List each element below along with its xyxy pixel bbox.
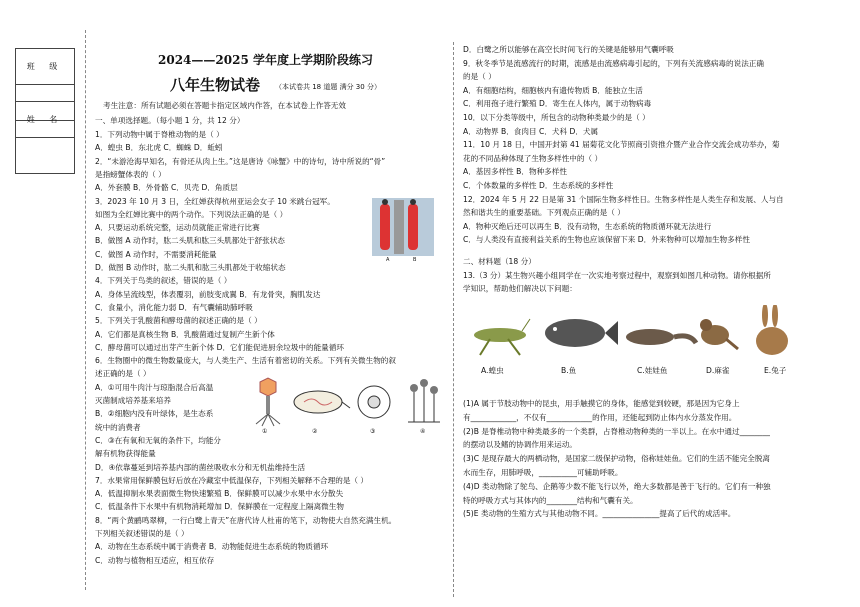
question-line: 12．2024 年 5 月 22 日是第 31 个国际生物多样性日。生物多样性是人类生存和发展、人与自 [463,194,784,204]
question-line: (4)D 类动物除了鸵鸟、企鹅等少数不能飞行以外，绝大多数都是善于飞行的。它们有一种独 [463,481,771,491]
question-line: 解有机物获得能量 [95,449,156,459]
question-line: (5)E 类动物的生殖方式与其他动物不同。_______________提高了后代的成活率。 [463,509,736,519]
animal-label-d: D.麻雀 [706,366,730,375]
question-line: 特的呼吸方式与其体内的________结构和气囊有关。 [463,495,638,505]
question-line: D．做图 B 动作时，肱二头肌和肱三头肌都处于收缩状态 [95,263,286,272]
question-line: A．动物界 B．食肉目 C．犬科 D．犬属 [463,126,599,136]
question-line: D．④依靠蔓延到培养基内部的菌丝吸收水分和无机盐维持生活 [95,462,306,472]
mold-icon [408,379,440,422]
question-line: C．食量小，消化能力弱 D．有气囊辅助肺呼吸 [95,302,253,312]
question-line: A．①可用牛肉汁与琼脂混合后高温 [95,382,214,392]
bacterium-icon [294,391,350,413]
name-box [15,101,75,174]
question-line: A．身体呈流线型，体表覆羽，前肢变成翼 B．有龙骨突，胸肌发达 [95,289,321,299]
question-line: A．只要运动系统完整，运动员就能正常进行比赛 [95,223,260,233]
name-label: 姓 名 [16,102,74,138]
question-line: C．与人类没有直接利益关系的生物也应该保留下来 D．外来物种可以增加生物多样性 [463,235,750,245]
q13-line-1: 13.（3 分）某生物兴趣小组同学在一次实地考察过程中，观察到如图几种动物。请你根据所 [463,271,771,280]
question-line: C．个体数量的多样性 D．生态系统的多样性 [463,181,614,190]
question-line: 有____________，不仅有____________的作用，还能起到防止体内水分蒸发作用。 [463,412,737,422]
name-blank [16,138,74,173]
question-line: 8．“两个黄鹂鸣翠柳，一行白鹭上青天”在唐代诗人杜甫的笔下，动物使大自然充满生机。 [95,515,397,525]
question-line: 述正确的是（ ） [95,369,151,379]
question-line: C．低温条件下水果中有机物消耗增加 D．保鲜膜在一定程度上隔离微生物 [95,502,344,512]
question-line: C．做图 A 动作时，不需要消耗能量 [95,249,217,259]
question-line: C．利用孢子进行繁殖 D．寄生在人体内，属于动物病毒 [463,99,652,109]
question-line: 1．下列动物中属于脊椎动物的是（ ） [95,130,224,139]
question-line: 是指螃蟹体表的（ ） [95,169,166,179]
section-1-title: 一、单项选择题。（每小题 1 分，共 12 分） [95,116,245,125]
question-line: 的摆动以及鳍的协调作用来运动。 [463,440,577,450]
giant-salamander-icon [626,329,696,345]
exam-title: 八年生物试卷 [170,76,261,94]
microbe-label-1: ① [262,428,268,435]
question-line: 6．生物圈中的微生物数量庞大，与人类生产、生活有着密切的关系。下列有关微生物的叙 [95,356,396,366]
question-line: C．动物与植物相互适应，相互依存 [95,555,215,565]
question-line: 10．以下分类等级中，所包含的动物种类最少的是（ ） [463,113,650,122]
exam-notice: 考生注意：所有试题必须在答题卡指定区域内作答，在本试卷上作答无效 [103,101,346,110]
question-line: 然和谐共生的重要基础。下列观点正确的是（ ） [463,208,625,218]
question-line: 下列相关叙述错误的是（ ） [95,529,189,538]
question-line: A．外套膜 B．外骨骼 C．贝壳 D．角质层 [95,183,238,193]
diver-label-b: B [413,257,417,263]
question-line: B．做图 A 动作时，肱二头肌和肱三头肌都处于舒张状态 [95,236,285,246]
question-line: A．有细胞结构，细胞核内有遗传物质 B．能独立生活 [463,85,643,95]
year-title: 2024——2025 学年度上学期阶段练习 [158,53,373,67]
question-line: 11．10 月 18 日，中国开封第 41 届菊花文化节照商引资推介暨产业合作交流会成功举办，菊 [463,140,780,150]
question-line: 的是（ ） [463,72,496,82]
question-line: 2．“未游沧海早知名，有骨还从肉上生。”这是唐诗《咏蟹》中的诗句，诗中所说的“骨” [95,156,386,166]
animal-figures [470,305,800,363]
fish-icon [545,319,618,347]
animal-label-a: A.蝗虫 [481,366,504,375]
question-line: A．它们都是真核生物 B．乳酸菌通过复制产生新个体 [95,329,275,339]
microbe-label-3: ③ [370,428,376,435]
class-label: 班 级 [16,49,74,85]
animal-label-e: E.兔子 [764,366,787,375]
question-line: (1)A 属于节肢动物中的昆虫，用手触摸它的身体，能感觉到较硬，那是因为它身上 [463,399,740,408]
rabbit-icon [756,305,788,355]
diver-label-a: A [386,257,390,263]
bacteriophage-icon [256,378,280,426]
question-line: 花的不同品种体现了生物多样性中的（ ） [463,153,603,163]
divers-icon [372,198,434,256]
yeast-icon [358,386,390,418]
section-2-title: 二、材料题（18 分） [463,257,536,266]
question-line: 如图为全红婵比赛中的两个动作。下列说法正确的是（ ） [95,209,288,219]
question-line: D．白鹭之所以能够在高空长时间飞行的关键是能够用气囊呼吸 [463,45,674,54]
question-line: A．低温抑制水果表面微生物快速繁殖 B．保鲜膜可以减少水果中水分散失 [95,489,344,499]
sparrow-icon [700,319,738,349]
microbe-label-4: ④ [420,428,426,435]
column-divider [453,42,454,597]
microbe-label-2: ② [312,428,318,435]
question-line: A．动物在生态系统中属于消费者 B．动物能促进生态系统的物质循环 [95,542,329,552]
question-line: A．物种灭绝后还可以再生 B．没有动物，生态系统的物质循环就无法进行 [463,221,712,231]
q13-line-2: 学知识，帮助他们解决以下问题： [463,284,577,293]
question-line: B．②细胞内没有叶绿体，是生态系 [95,409,214,419]
question-line: 水而生存，用肺呼吸，__________可辅助呼吸。 [463,468,623,477]
exam-note: （本试卷共 18 道题 满分 30 分） [275,83,381,91]
question-line: 9．秋冬季节是流感流行的时期，流感是由流感病毒引起的，下列有关流感病毒的说法正确 [463,58,764,68]
locust-icon [474,319,530,355]
question-line: 3．2023 年 10 月 3 日，全红婵获得杭州亚运会女子 10 米跳台冠军。 [95,196,335,206]
diver-photo [372,198,434,256]
animal-label-c: C.娃娃鱼 [637,366,668,375]
microbe-figure [246,376,446,438]
animal-label-b: B.鱼 [561,366,577,375]
question-line: C．酵母菌可以通过出芽产生新个体 D．它们能促进厨余垃圾中的能量循环 [95,342,344,352]
question-line: (2)B 是脊椎动物中种类最多的一个类群，占脊椎动物种类的一半以上。在水中通过________ [463,426,770,436]
question-line: A．蝗虫 B．东北虎 C．蜘蛛 D．蚯蚓 [95,143,223,153]
question-line: 5．下列关于乳酸菌和酵母菌的叙述正确的是（ ） [95,316,262,326]
question-line: 7．水果常用保鲜膜包好后放在冷藏室中低温保存，下列相关解释不合理的是（ ） [95,475,369,485]
question-line: 4．下列关于鸟类的叙述，错误的是（ ） [95,276,232,286]
question-line: (3)C 是现存最大的两栖动物，是国家二级保护动物，俗称娃娃鱼。它们的生活不能完全脱离 [463,454,771,464]
question-line: A．基因多样性 B．物种多样性 [463,167,567,177]
binding-line [85,30,86,590]
question-line: 灭菌制成培养基来培养 [95,396,171,405]
question-line: C．③在有氧和无氧的条件下，均能分 [95,435,222,445]
question-line: 统中的消费者 [95,422,141,432]
